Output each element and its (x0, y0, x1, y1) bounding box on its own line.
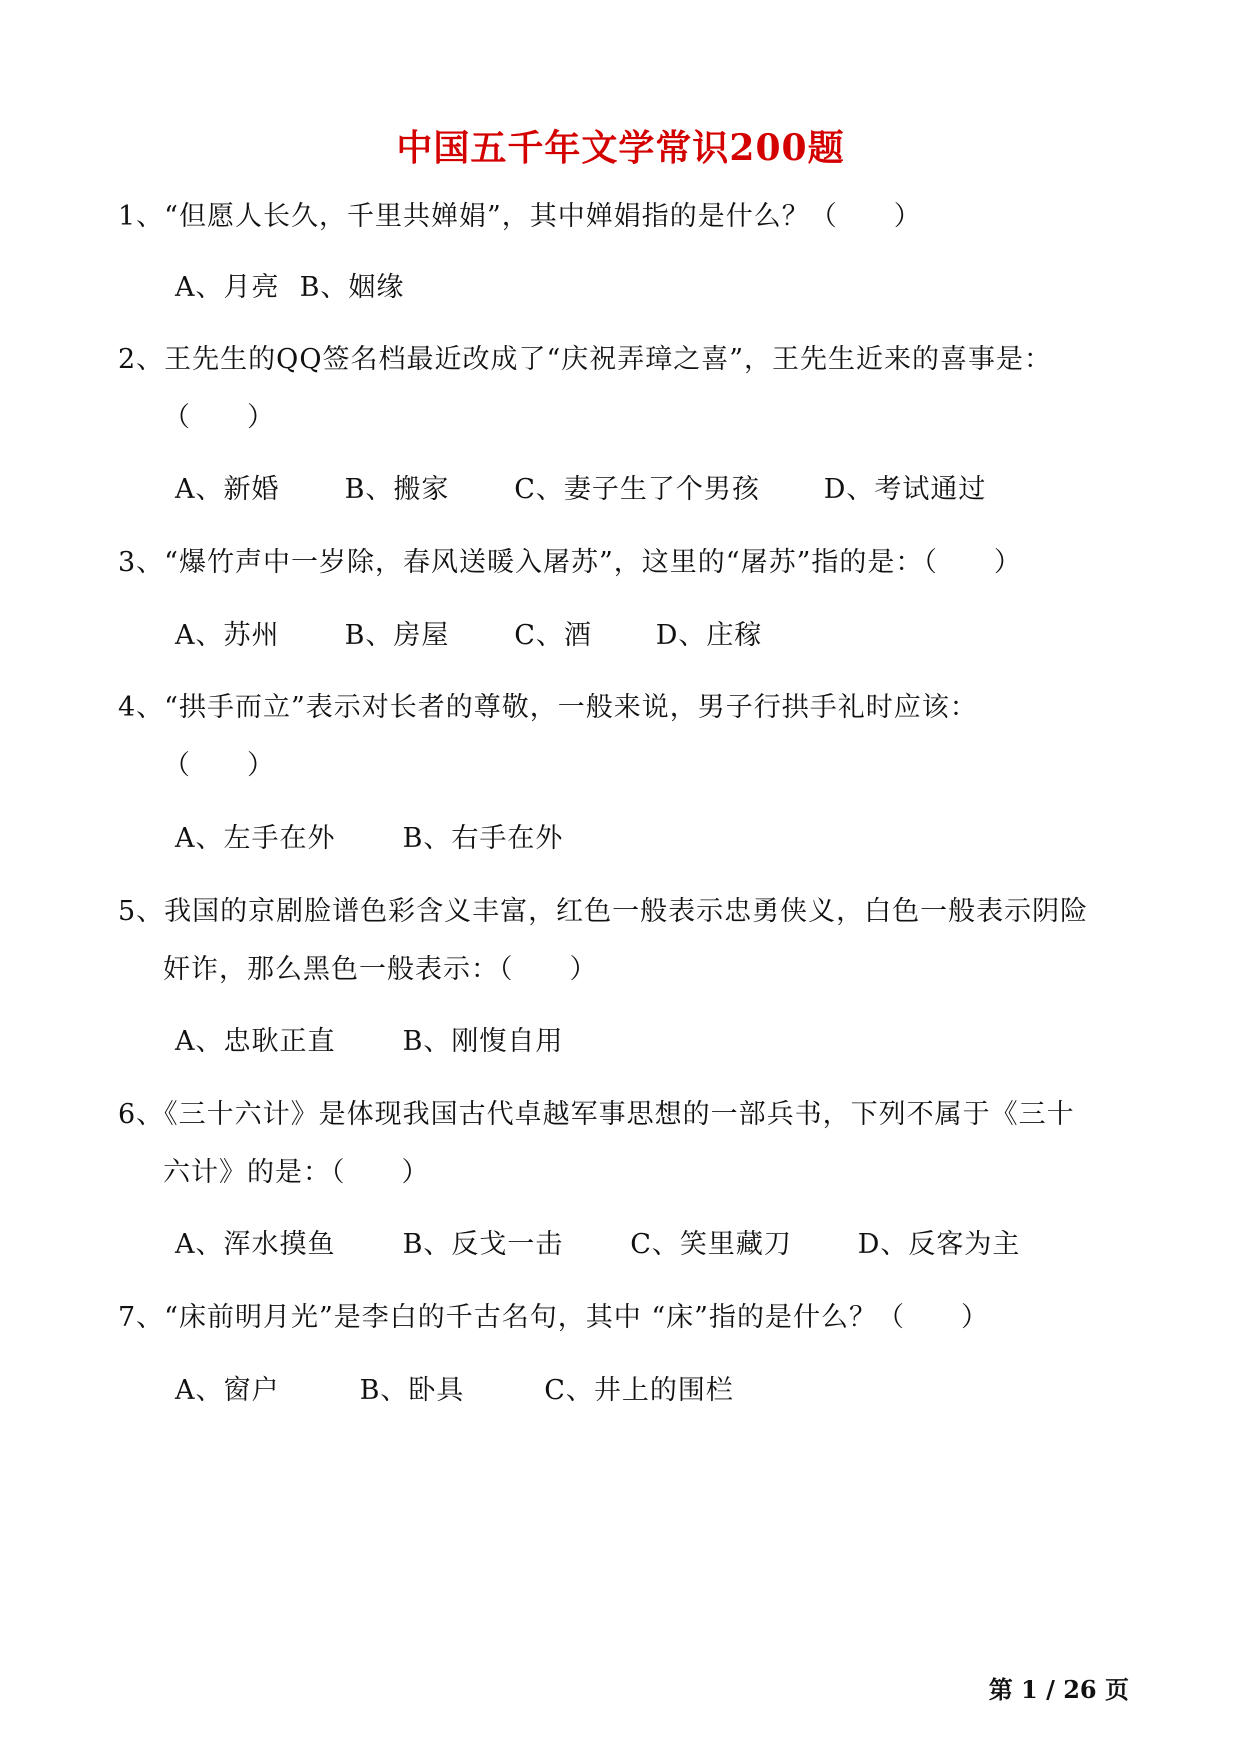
option-3a: A、苏州 (175, 620, 280, 651)
option-6d: D、反客为主 (857, 1229, 1021, 1260)
option-4a: A、左手在外 (175, 823, 336, 854)
option-3d: D、庄稼 (655, 620, 763, 651)
option-6a: A、浑水摸鱼 (175, 1229, 336, 1260)
option-2a: A、新婚 (175, 474, 280, 505)
question-4-text-cont: （ ） (163, 750, 275, 781)
option-3c: C、酒 (514, 620, 592, 651)
question-5-options (175, 1022, 563, 1062)
question-3-options (175, 616, 762, 656)
option-2b: B、搬家 (344, 474, 450, 505)
option-1b: B、姻缘 (299, 272, 405, 303)
option-4b: B、右手在外 (402, 823, 564, 854)
question-5-text: 5、我国的京剧脸谱色彩含义丰富，红色一般表示忠勇侠义，白色一般表示阴险 (118, 896, 1089, 927)
question-6-text-cont: 六计》的是：（ ） (163, 1157, 430, 1188)
option-6b: B、反戈一击 (402, 1229, 564, 1260)
question-1-options (175, 268, 404, 308)
option-2c: C、妻子生了个男孩 (514, 474, 760, 505)
option-7b: B、卧具 (359, 1375, 465, 1406)
question-3-text: 3、“爆竹声中一岁除，春风送暖入屠苏”，这里的“屠苏”指的是：（ ） (118, 547, 1022, 578)
option-1a: A、月亮 (175, 272, 280, 303)
option-7a: A、窗户 (175, 1375, 280, 1406)
question-7-options (175, 1371, 734, 1411)
question-6-options (175, 1225, 1020, 1265)
option-7c: C、井上的围栏 (544, 1375, 734, 1406)
option-2d: D、考试通过 (823, 474, 987, 505)
question-2-options (175, 470, 986, 510)
document-title: 中国五千年文学常识200题 (396, 127, 845, 169)
question-4-options (175, 819, 563, 859)
question-4-text: 4、“拱手而立”表示对长者的尊敬，一般来说，男子行拱手礼时应该： (118, 692, 978, 723)
option-5b: B、刚愎自用 (402, 1026, 564, 1057)
option-3b: B、房屋 (344, 620, 450, 651)
question-7-text: 7、“床前明月光”是李白的千古名句，其中 “床”指的是什么？（ ） (118, 1302, 989, 1333)
option-6c: C、笑里藏刀 (630, 1229, 792, 1260)
page-number: 第 1 / 26 页 (988, 1675, 1129, 1704)
question-5-text-cont: 奸诈，那么黑色一般表示：（ ） (163, 954, 598, 985)
question-2-text-cont: （ ） (163, 402, 275, 433)
question-1-text: 1、“但愿人长久，千里共婵娟”，其中婵娟指的是什么？（ ） (118, 201, 922, 232)
question-6-text: 6、《三十六计》是体现我国古代卓越军事思想的一部兵书，下列不属于《三十 (118, 1099, 1075, 1130)
option-5a: A、忠耿正直 (175, 1026, 336, 1057)
question-2-text: 2、王先生的QQ签名档最近改成了“庆祝弄璋之喜”，王先生近来的喜事是： (118, 344, 1053, 375)
